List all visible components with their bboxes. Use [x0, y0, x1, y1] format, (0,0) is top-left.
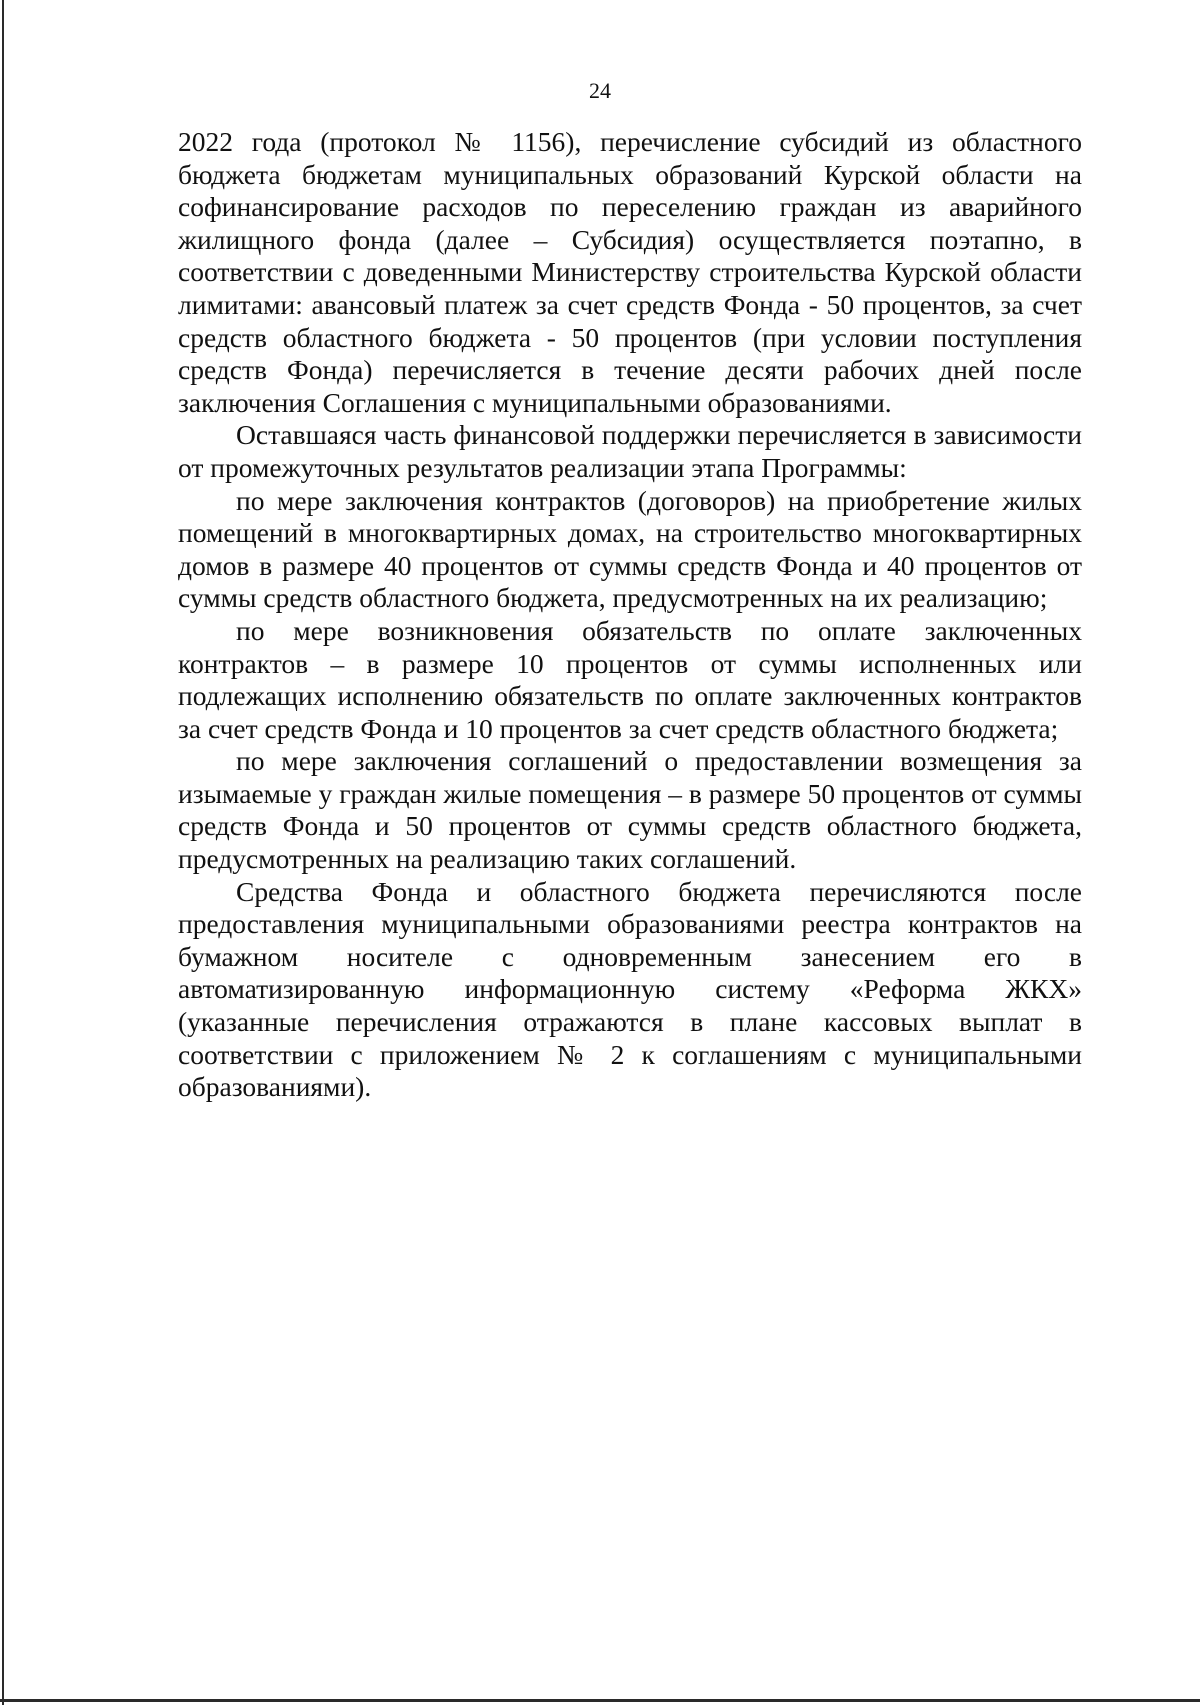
scan-edge-left: [2, 0, 4, 1705]
scan-edge-bottom: [0, 1699, 1200, 1702]
paragraph: Средства Фонда и областного бюджета перечисляются после предоставления муниципальными образованиями реестра контрактов на бумажном носителе с одновременным занесением его в автоматизированную информационную систему «Реформа ЖКХ» (указанные перечисления отражаются в плане кассовых выплат в соответствии с приложением № 2 к соглашениям с муниципальными образованиями).: [178, 875, 1082, 1103]
paragraph: по мере возникновения обязательств по оплате заключенных контрактов – в размере 10 процентов от суммы исполненных или подлежащих исполнению обязательств по оплате заключенных контрактов за счет средств Фонда и 10 процентов за счет средств областного бюджета;: [178, 614, 1082, 744]
paragraph: по мере заключения контрактов (договоров) на приобретение жилых помещений в многоквартирных домах, на строительство многоквартирных домов в размере 40 процентов от суммы средств Фонда и 40 процентов от суммы средств областного бюджета, предусмотренных на их реализацию;: [178, 484, 1082, 614]
paragraph: 2022 года (протокол № 1156), перечисление субсидий из областного бюджета бюджетам муниципальных образований Курской области на софинансирование расходов по переселению граждан из аварийного жилищного фонда (далее – Субсидия) осуществляется поэтапно, в соответствии с доведенными Министерству строительства Курской области лимитами: авансовый платеж за счет средств Фонда - 50 процентов, за счет средств областного бюджета - 50 процентов (при условии поступления средств Фонда) перечисляется в течение десяти рабочих дней после заключения Соглашения с муниципальными образованиями.: [178, 126, 1082, 418]
paragraph: по мере заключения соглашений о предоставлении возмещения за изымаемые у граждан жилые помещения – в размере 50 процентов от суммы средств Фонда и 50 процентов от суммы средств областного бюджета, предусмотренных на реализацию таких соглашений.: [178, 745, 1082, 875]
page-number: 24: [589, 78, 611, 103]
paragraph: Оставшаяся часть финансовой поддержки перечисляется в зависимости от промежуточных результатов реализации этапа Программы:: [178, 419, 1082, 483]
body-text: [178, 126, 1082, 1104]
